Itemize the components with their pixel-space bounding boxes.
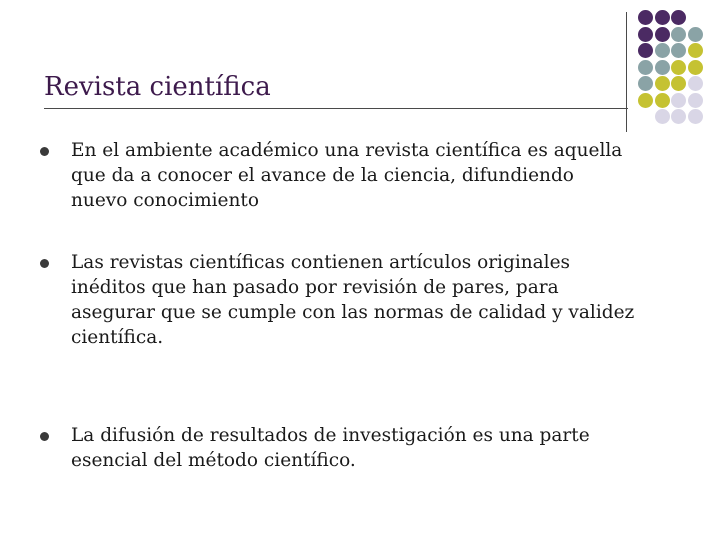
decorative-dot: [638, 76, 653, 91]
slide-title: Revista científica: [44, 72, 271, 102]
bullet-text: La difusión de resultados de investigación es una parte esencial del método científico.: [71, 425, 590, 471]
decorative-dot: [688, 60, 703, 75]
decorative-dot: [671, 109, 686, 124]
decorative-dot: [671, 43, 686, 58]
decorative-dot: [688, 109, 703, 124]
decorative-dot: [638, 43, 653, 58]
decorative-dot: [655, 10, 670, 25]
decorative-dot: [671, 60, 686, 75]
decorative-dot: [671, 10, 686, 25]
vertical-divider: [626, 12, 627, 132]
decorative-dot: [671, 76, 686, 91]
decorative-dot: [655, 60, 670, 75]
decorative-dot: [638, 10, 653, 25]
decorative-dot: [638, 93, 653, 108]
decorative-dot: [688, 43, 703, 58]
decorative-dot: [671, 27, 686, 42]
decorative-dot: [688, 76, 703, 91]
bullet-dot-icon: [40, 432, 49, 441]
decorative-dot: [671, 93, 686, 108]
decorative-dot: [638, 27, 653, 42]
bullet-text: En el ambiente académico una revista científica es aquella que da a conocer el avance de la ciencia, difundiendo nuevo conocimiento: [71, 140, 623, 211]
decorative-dot: [655, 93, 670, 108]
bullet-dot-icon: [40, 259, 49, 268]
decorative-dot: [688, 93, 703, 108]
decorative-dot: [655, 27, 670, 42]
bullet-text: Las revistas científicas contienen artículos originales inéditos que han pasado por revisión de pares, para asegurar que se cumple con las normas de calidad y validez científica.: [71, 252, 635, 348]
decorative-dot: [655, 76, 670, 91]
decorative-dot: [638, 60, 653, 75]
decorative-dot-grid: [638, 10, 718, 122]
decorative-dot: [655, 43, 670, 58]
title-underline: [44, 108, 628, 109]
decorative-dot: [655, 109, 670, 124]
decorative-dot: [688, 27, 703, 42]
bullet-dot-icon: [40, 147, 49, 156]
